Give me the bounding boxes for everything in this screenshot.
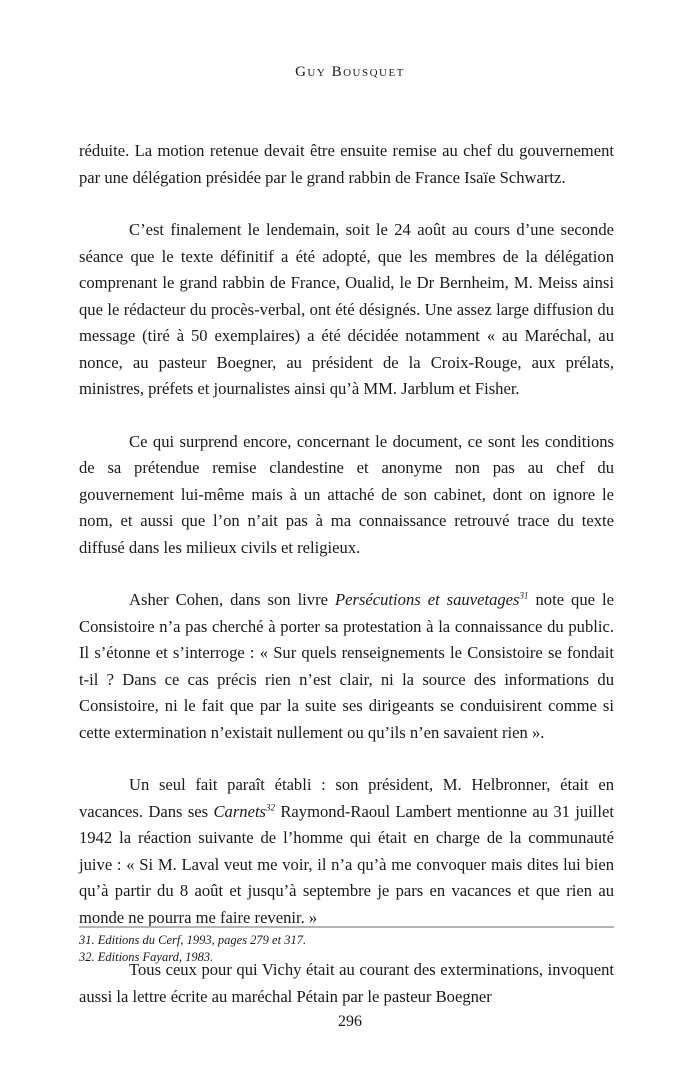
paragraph-text: note que le Consistoire n’a pas cherché à porter sa protestation à la connaissance du public. Il s’étonne et s’interroge : « Sur quels renseignements le Consistoire se fondait t-il ? Dans ce cas précis rien n’est clair, ni la source des informations du Consistoire, ni le fait que par la suite ses dirigeants se conduisirent comme si cette extermination n’existait nullement ou qu’ils n’en savaient rien ». [79,590,614,742]
paragraph-text: C’est finalement le lendemain, soit le 24 août au cours d’une seconde séance que le texte définitif a été adopté, que les membres de la délégation comprenant le grand rabbin de France, Oualid, le Dr Bernheim, M. Meiss ainsi que le rédacteur du procès-verbal, ont été désignés. Une assez large diffusion du message (tiré à 50 exemplaires) a été décidée notamment « au Maréchal, au nonce, au pasteur Boegner, au président de la Croix-Rouge, aux prélats, ministres, préfets et journalistes ainsi qu’à MM. Jarblum et Fisher. [79,220,614,398]
footnote-31: 31. Editions du Cerf, 1993, pages 279 et 317. [79,933,307,947]
book-title: Persécutions et sauvetages [334,590,520,609]
footnotes [79,932,614,966]
paragraph-text: réduite. La motion retenue devait être ensuite remise au chef du gouvernement par une délégation présidée par le grand rabbin de France Isaïe Schwartz. [79,141,614,187]
paragraph-4 [79,587,614,746]
paragraph-5 [79,772,614,931]
paragraph-1 [79,138,614,191]
paragraph-text: Ce qui surprend encore, concernant le document, ce sont les conditions de sa prétendue remise clandestine et anonyme non pas au chef du gouvernement lui-même mais à un attaché de son cabinet, dont on ignore le nom, et aussi que l’on n’ait pas à ma connaissance retrouvé trace du texte diffusé dans les milieux civils et religieux. [79,431,614,557]
paragraph-text: Raymond-Raoul Lambert mentionne au 31 juillet 1942 la réaction suivante de l’homme qui était en charge de la communauté juive : « Si M. Laval veut me voir, il n’a qu’à me convoquer mais dites lui bien qu’à partir du 8 août et jusqu’à septembre je pars en vacances et que rien au monde ne pourra me faire revenir. » [79,801,614,927]
footnote-divider [79,926,614,928]
footnote-32: 32. Editions Fayard, 1983. [79,950,214,964]
paragraph-text: Asher Cohen, dans son livre [129,590,335,609]
footnote-ref-32: 32 [266,801,276,812]
body-text [79,138,614,1010]
paragraph-3 [79,429,614,562]
paragraph-text: Tous ceux pour qui Vichy était au courant des exterminations, invoquent aussi la lettre écrite au maréchal Pétain par le pasteur Boegner [79,960,614,1006]
paragraph-2 [79,217,614,403]
running-head: Guy Bousquet [295,64,405,80]
footnote-ref-31: 31 [519,590,529,601]
page-number: 296 [338,1013,362,1030]
book-title: Carnets [213,801,267,821]
paragraph-text: Un seul fait paraît établi : son président, M. Helbronner, était en vacances. Dans ses [79,775,614,821]
